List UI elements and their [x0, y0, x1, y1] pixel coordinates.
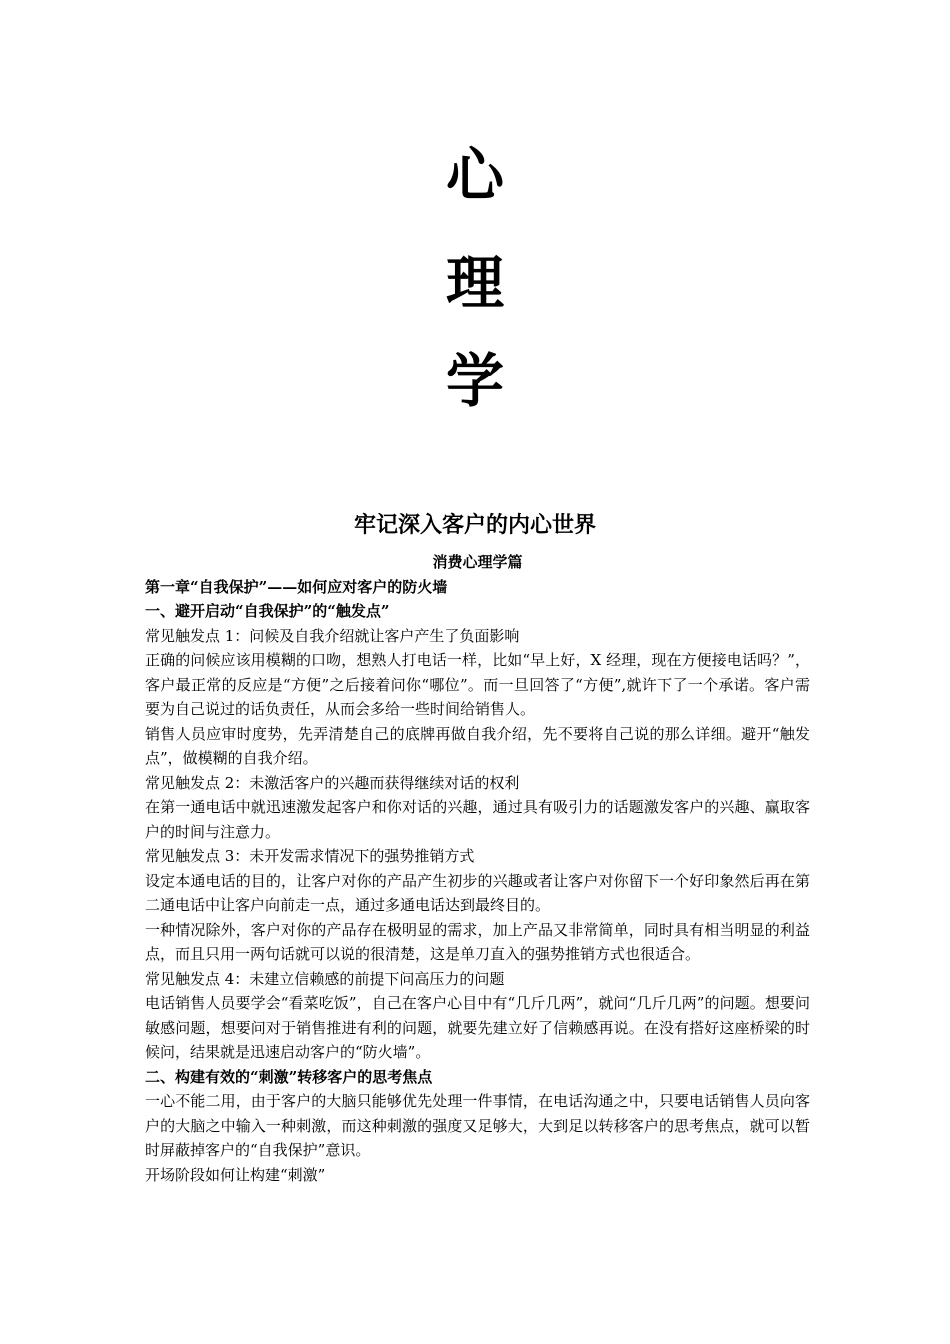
trigger2-paragraph-1: 在第一通电话中就迅速激发起客户和你对话的兴趣，通过具有吸引力的话题激发客户的兴趣、赢取客户的时间与注意力。	[145, 798, 810, 841]
document-body	[145, 550, 810, 1187]
trigger1-heading: 常见触发点 1：问候及自我介绍就让客户产生了负面影响	[145, 626, 520, 645]
cover-char-li: 理	[445, 249, 504, 317]
trigger1-paragraph-2: 销售人员应审时度势，先弄清楚自己的底牌再做自我介绍，先不要将自己说的那么详细。避开“触发点”，做模糊的自我介绍。	[145, 724, 810, 767]
section1-heading: 一、避开启动“自我保护”的“触发点”	[145, 602, 390, 620]
document-title: 牢记深入客户的内心世界	[353, 512, 596, 538]
trigger4-heading: 常见触发点 4：未建立信赖感的前提下问高压力的问题	[145, 969, 505, 988]
chapter-heading: 第一章“自我保护”——如何应对客户的防火墙	[145, 577, 448, 596]
trigger3-paragraph-1: 设定本通电话的目的，让客户对你的产品产生初步的兴趣或者让客户对你留下一个好印象然后再在第二通电话中让客户向前走一点，通过多通电话达到最终目的。	[145, 871, 810, 914]
section2-paragraph-2: 开场阶段如何让构建“刺激”	[145, 1165, 326, 1184]
cover-char-xue: 学	[445, 347, 504, 415]
trigger3-paragraph-2: 一种情况除外，客户对你的产品存在极明显的需求，加上产品又非常简单，同时具有相当明显的利益点，而且只用一两句话就可以说的很清楚，这是单刀直入的强势推销方式也很适合。	[145, 920, 810, 963]
trigger4-paragraph-1: 电话销售人员要学会“看菜吃饭”，自己在客户心目中有“几斤几两”，就问“几斤几两”的问题。想要问敏感问题，想要问对于销售推进有利的问题，就要先建立好了信赖感再说。在没有搭好这座桥梁的时候问，结果就是迅速启动客户的“防火墙”。	[145, 994, 810, 1061]
document-subtitle: 消费心理学篇	[432, 553, 523, 571]
trigger3-heading: 常见触发点 3：未开发需求情况下的强势推销方式	[145, 847, 475, 865]
section2-paragraph-1: 一心不能二用，由于客户的大脑只能够优先处理一件事情，在电话沟通之中，只要电话销售人员向客户的大脑之中输入一种刺激，而这种刺激的强度又足够大，大到足以转移客户的思考焦点，就可以暂时屏蔽掉客户的“自我保护”意识。	[145, 1092, 810, 1159]
trigger2-heading: 常见触发点 2：未激活客户的兴趣而获得继续对话的权利	[145, 773, 520, 792]
cover-char-xin: 心	[445, 141, 504, 209]
section2-heading: 二、构建有效的“刺激”转移客户的思考焦点	[145, 1067, 433, 1086]
trigger1-paragraph-1: 正确的问候应该用模糊的口吻，想熟人打电话一样，比如“早上好，X 经理，现在方便接电话吗？”，客户最正常的反应是“方便”之后接着问你“哪位”。而一旦回答了“方便”,就许下了一个承诺。客户需要为自己说过的话负责任，从而会多给一些时间给销售人。	[145, 651, 810, 718]
